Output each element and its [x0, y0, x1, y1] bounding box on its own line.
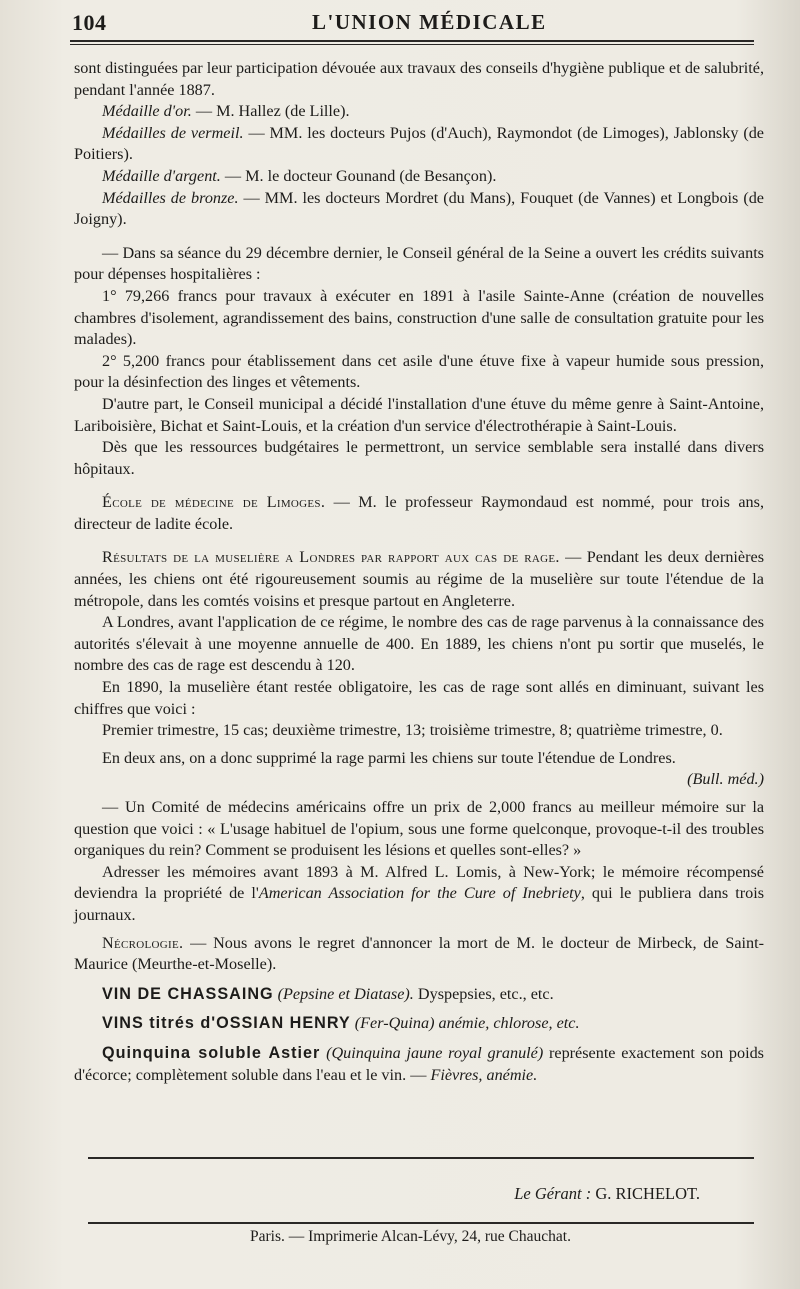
gerant-signature: [514, 1184, 700, 1204]
section-text: — Pendant les deux dernières années, les chiens ont été rigoureusement soumis au régime de la muselière sur toute l'étendue de la métropole, dans les comtés voisins et presque partout en Angleterre.: [74, 548, 764, 610]
article-body: [74, 58, 764, 1086]
award-label: Médailles de bronze.: [102, 188, 239, 207]
text-run: , qui le publiera dans trois journaux.: [74, 884, 764, 924]
paragraph: — Dans sa séance du 29 décembre dernier, le Conseil général de la Seine a ouvert les crédits suivants pour dépenses hospitalières :: [74, 243, 764, 284]
award-text: — MM. les docteurs Mordret (du Mans), Fouquet (de Vannes) et Longbois (de Joigny).: [74, 188, 764, 229]
running-title: L'UNION MÉDICALE: [312, 10, 547, 34]
ad-text: Dyspepsies, etc., etc.: [413, 984, 554, 1003]
section-text: — Nous avons le regret d'annoncer la mort de M. le docteur de Mirbeck, de Saint-Maurice (Meurthe-et-Moselle).: [74, 933, 764, 974]
paragraph: [74, 123, 764, 166]
paragraph: En deux ans, on a donc supprimé la rage parmi les chiens sur toute l'étendue de Londres.: [102, 748, 676, 767]
advertisement: [74, 1013, 764, 1035]
ad-brand: VIN DE CHASSAING: [102, 984, 274, 1003]
gerant-label: Le Gérant :: [514, 1184, 592, 1203]
ad-brand: VINS titrés d'OSSIAN HENRY: [102, 1014, 351, 1033]
paragraph: [74, 933, 764, 976]
award-label: Médaille d'argent.: [102, 166, 221, 185]
section-label: École de médecine de Limoges.: [102, 493, 326, 512]
paragraph: [74, 166, 764, 188]
paragraph: 2° 5,200 francs pour établissement dans cet asile d'une étuve fixe à vapeur humide sous pression, pour la désinfection des linges et vêtements.: [74, 351, 764, 392]
ad-italic: (Fer-Quina) anémie, chlorose, etc.: [350, 1014, 580, 1033]
advertisement: [74, 1043, 764, 1086]
section-text: — M. le professeur Raymondaud est nommé, pour trois ans, directeur de ladite école.: [74, 493, 764, 533]
paragraph: 1° 79,266 francs pour travaux à exécuter en 1891 à l'asile Sainte-Anne (création de nouvelles chambres d'isolement, agrandissement des bains, construction d'une salle de consultation gratuite pour les malades).: [74, 286, 764, 349]
award-text: — MM. les docteurs Pujos (d'Auch), Raymondot (de Limoges), Jablonsky (de Poitiers).: [74, 123, 764, 164]
printer-line: Paris. — Imprimerie Alcan-Lévy, 24, rue Chauchat.: [250, 1228, 571, 1245]
award-text: — M. le docteur Gounand (de Besançon).: [220, 166, 497, 185]
award-label: Médaille d'or.: [102, 102, 192, 121]
page-number: 104: [72, 10, 107, 35]
footer-rule: [88, 1222, 754, 1224]
paragraph: En 1890, la muselière étant restée obligatoire, les cas de rage sont allés en diminuant, suivant les chiffres que voici :: [74, 678, 764, 718]
paragraph: — Un Comité de médecins américains offre un prix de 2,000 francs au meilleur mémoire sur la question que voici : « L'usage habituel de l'opium, sous une forme quelconque, provoque-t-il des troubles organiques du rein? Comment se produisent les lésions et quelles sont-elles? »: [74, 798, 764, 860]
ad-italic: (Pepsine et Diatase).: [273, 984, 414, 1003]
ad-italic: (Quinquina jaune royal granulé): [320, 1043, 544, 1062]
award-label: Médailles de vermeil.: [102, 123, 244, 142]
footer-rule: [88, 1157, 754, 1159]
source-citation: (Bull. méd.): [687, 770, 764, 789]
paragraph: [74, 547, 764, 612]
paragraph: A Londres, avant l'application de ce régime, le nombre des cas de rage parvenus à la connaissance des autorités s'élevait à une moyenne annuelle de 400. En 1889, les chiens n'ont pu sortir que muselés, le nombre des cas de rage est descendu à 120.: [74, 613, 764, 675]
text-run: Adresser les mémoires avant 1893 à M. Alfred L. Lomis, à New-York; le mémoire récompensé deviendra la propriété de l': [74, 862, 764, 903]
ad-brand: Quinquina soluble Astier: [102, 1043, 321, 1062]
paragraph: [74, 101, 764, 123]
paragraph: D'autre part, le Conseil municipal a décidé l'installation d'une étuve du même genre à Saint-Antoine, Lariboisière, Bichat et Saint-Louis, et la création d'un service d'électrothérapie à Saint-Louis.: [74, 394, 764, 435]
award-text: — M. Hallez (de Lille).: [191, 102, 350, 121]
header-rule: [70, 40, 754, 42]
paragraph: [74, 188, 764, 231]
advertisement: [74, 984, 764, 1006]
gerant-name: G. RICHELOT.: [591, 1184, 700, 1203]
section-label: Nécrologie.: [102, 933, 184, 952]
paragraph: sont distinguées par leur participation dévouée aux travaux des conseils d'hygiène publique et de salubrité, pendant l'année 1887.: [74, 59, 764, 99]
paragraph: Dès que les ressources budgétaires le permettront, un service semblable sera installé dans divers hôpitaux.: [74, 438, 764, 478]
paragraph: Premier trimestre, 15 cas; deuxième trimestre, 13; troisième trimestre, 8; quatrième trimestre, 0.: [102, 721, 723, 740]
section-label: Résultats de la muselière a Londres par rapport aux cas de rage.: [102, 548, 560, 567]
ad-italic: Fièvres, anémie.: [430, 1065, 538, 1084]
header-rule-thin: [70, 44, 754, 45]
paragraph: [74, 862, 764, 927]
paragraph: [74, 492, 764, 535]
page-header: [72, 10, 752, 40]
ad-text: représente exactement son poids d'écorce; complètement soluble dans l'eau et le vin. —: [74, 1043, 764, 1084]
association-name: American Association for the Cure of Inebriety: [258, 884, 581, 903]
